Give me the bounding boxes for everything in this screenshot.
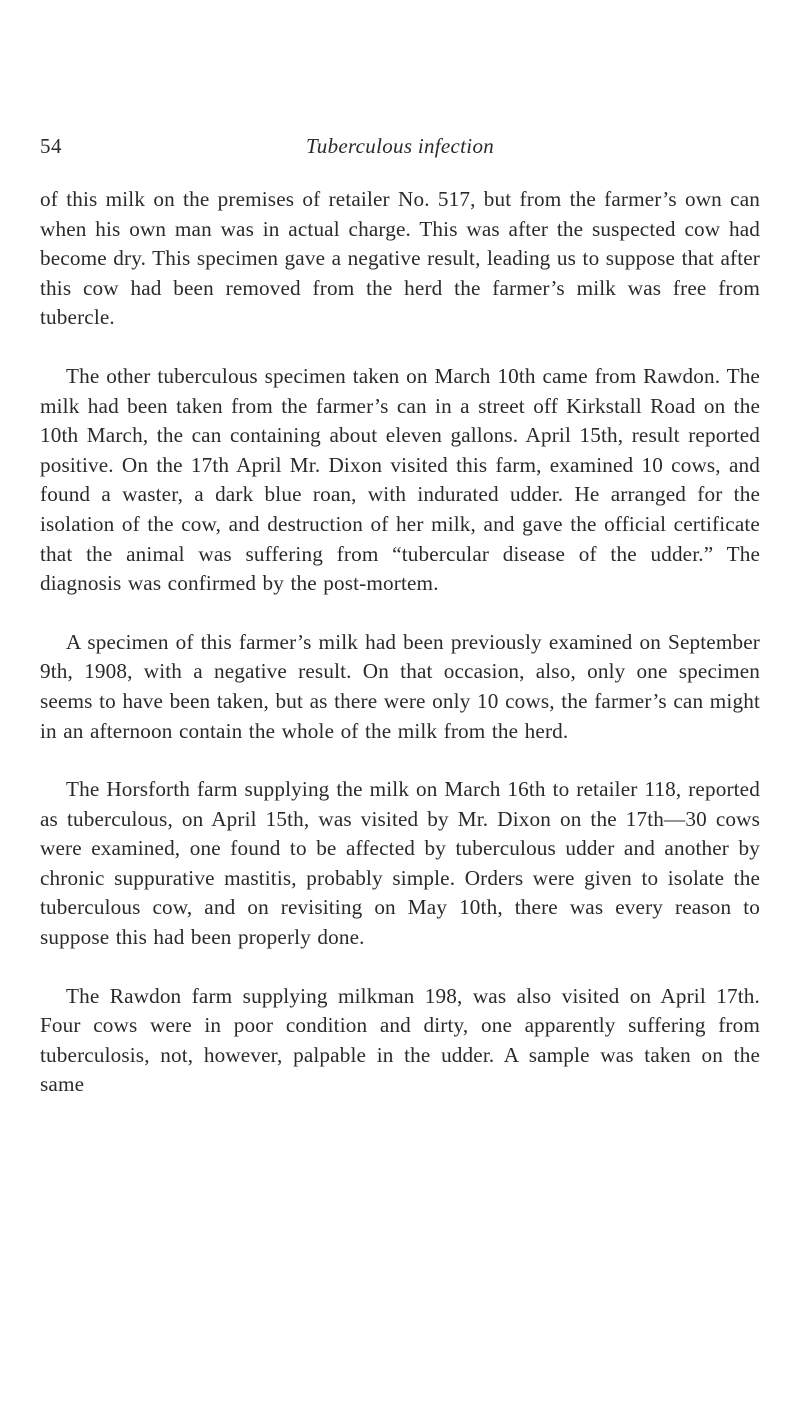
paragraph-continuation: of this milk on the premises of retailer No. 517, but from the farmer’s own can when his own man was in actual charge. This was after the suspected cow had become dry. This specimen gave a negative result, leading us to suppose that after this cow had been removed from the herd the farmer’s milk was free from tubercle. xyxy=(40,187,760,330)
running-title: Tuberculous infection xyxy=(305,134,495,158)
running-head xyxy=(40,134,760,166)
paragraph-rawdon-specimen: The other tuberculous specimen taken on March 10th came from Rawdon. The milk had been taken from the farmer’s can in a street off Kirkstall Road on the 10th March, the can containing about eleven gallons. April 15th, result reported positive. On the 17th April Mr. Dixon visited this farm, examined 10 cows, and found a waster, a dark blue roan, with indurated udder. He arranged for the isolation of the cow, and destruction of her milk, and gave the official certificate that the animal was suffering from “tubercular disease of the udder.” The diagnosis was confirmed by the post-mortem. xyxy=(40,363,760,596)
paragraph-previous-specimen: A specimen of this farmer’s milk had been previously examined on September 9th, 1908, with a negative result. On that occasion, also, only one specimen seems to have been taken, but as there were only 10 cows, the farmer’s can might in an afternoon contain the whole of the milk from the herd. xyxy=(40,629,760,743)
body-text xyxy=(40,185,760,1100)
paragraph-horsforth-farm: The Horsforth farm supplying the milk on March 16th to retailer 118, reported as tuberculous, on April 15th, was visited by Mr. Dixon on the 17th—30 cows were examined, one found to be affected by tuberculous udder and another by chronic suppurative mastitis, probably simple. Orders were given to isolate the tuberculous cow, and on revisiting on May 10th, there was every reason to suppose this had been properly done. xyxy=(40,777,760,950)
page-number: 54 xyxy=(40,134,62,158)
paragraph-rawdon-farm: The Rawdon farm supplying milkman 198, was also visited on April 17th. Four cows were in poor condition and dirty, one apparently suffering from tuberculosis, not, however, palpable in the udder. A sample was taken on the same xyxy=(40,983,760,1097)
